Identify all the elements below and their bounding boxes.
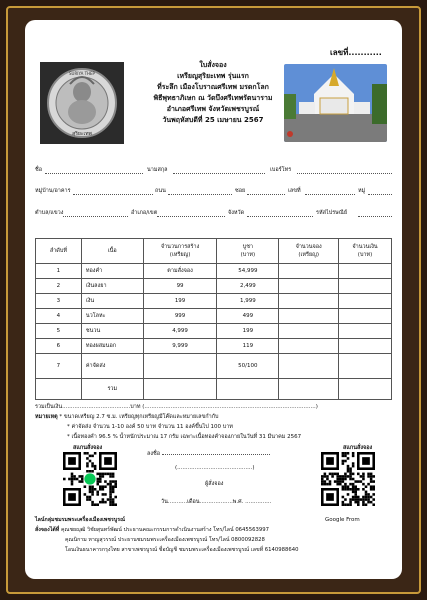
moo-field[interactable] xyxy=(368,187,392,195)
remark-label: หมายเหตุ xyxy=(35,414,58,420)
province-field[interactable] xyxy=(247,209,313,217)
title-line: ที่ระลึก เมืองโบราณศรีเทพ มรดกโลก xyxy=(157,83,269,91)
title-line: วันพฤหัสบดีที่ 25 เมษายน 2567 xyxy=(162,116,264,124)
col-header-quantity: จำนวนการสร้าง (เหรียญ) xyxy=(143,239,217,264)
village-field[interactable] xyxy=(73,187,153,195)
row-qty xyxy=(143,354,217,379)
phone-label: เบอร์โทร xyxy=(270,167,292,173)
subdistrict-field[interactable] xyxy=(63,209,128,217)
row-price: 199 xyxy=(217,324,279,339)
emblem-ring-text: SURIYA THEP xyxy=(69,71,95,76)
form-title-block xyxy=(123,60,303,126)
line-logo-icon xyxy=(84,473,95,484)
qr-code-svg xyxy=(321,452,375,506)
row-order-input[interactable] xyxy=(279,324,339,339)
moo-label: หมู่ xyxy=(358,188,366,194)
qr-code-svg xyxy=(63,452,117,506)
google-form-qr-code[interactable] xyxy=(321,452,375,506)
house-no-label: เลขที่ xyxy=(288,188,301,194)
province-label: จังหวัด xyxy=(228,210,245,216)
temple-photo-svg xyxy=(284,64,387,142)
row-price: 2,499 xyxy=(217,279,279,294)
row-no: 6 xyxy=(36,339,82,354)
row-amount-input[interactable] xyxy=(339,294,392,309)
row-qty: 4,999 xyxy=(143,324,217,339)
table-header-row xyxy=(36,239,392,264)
row-price: 119 xyxy=(217,339,279,354)
contact-label: สั่งจองได้ที่ xyxy=(35,527,60,533)
remark-row-1 xyxy=(35,412,395,422)
contact-2: คุณนิกาม หาญสุวรรณ์ ประธานชมรมพระเครื่องเมืองเพชรบูรณ์ โทร/ไลน์ 0800092828 xyxy=(65,537,265,543)
row-qty: 199 xyxy=(143,294,217,309)
soi-label: ซอย xyxy=(235,188,246,194)
signature-name-paren: (...........................................) xyxy=(175,465,255,471)
coin-emblem-svg xyxy=(40,62,124,144)
row-order-input[interactable] xyxy=(279,264,339,279)
total-order-input[interactable] xyxy=(279,379,339,400)
remark-text: * เนื้อทองคำ 96.5 % น้ำหนักประมาณ 17 กรัม เฉพาะเนื้อทองคำจองภายในวันที่ 31 มีนาคม 2567 xyxy=(67,434,302,440)
row-material: เงิน xyxy=(81,294,143,309)
surname-label: นามสกุล xyxy=(147,167,168,173)
row-qty: 999 xyxy=(143,309,217,324)
name-label: ชื่อ xyxy=(35,167,43,173)
table-row xyxy=(36,339,392,354)
contact-row-1 xyxy=(35,525,395,535)
order-table xyxy=(35,238,392,400)
bank-info: โอนเงินธนาคารกรุงไทย สาขาเพชรบูรณ์ ชื่อบัญชี ชมรมพระเครื่องเมืองเพชรบูรณ์ เลขที่ 6140988640 xyxy=(65,547,299,553)
row-order-input[interactable] xyxy=(279,279,339,294)
surname-field[interactable] xyxy=(173,166,265,174)
row-no: 1 xyxy=(36,264,82,279)
row-no: 5 xyxy=(36,324,82,339)
row-no: 2 xyxy=(36,279,82,294)
line-group-label: ไลน์กลุ่มชมรมพระเครื่องเมืองเพชรบูรณ์ xyxy=(35,517,125,523)
scan-left-label: สแกนสั่งจอง xyxy=(73,445,103,451)
house-no-field[interactable] xyxy=(305,187,355,195)
col-header-no: ลำดับที่ xyxy=(36,239,82,264)
table-row xyxy=(36,264,392,279)
total-amount-line: รวมเป็นเงิน.......................................บาท (..................................................................................................) xyxy=(35,404,318,410)
col-header-amount: จำนวนเงิน (บาท) xyxy=(339,239,392,264)
address-row xyxy=(35,187,392,197)
row-price: 1,999 xyxy=(217,294,279,309)
postcode-label: รหัสไปรษณีย์ xyxy=(316,210,348,216)
table-row xyxy=(36,324,392,339)
row-order-input[interactable] xyxy=(279,294,339,309)
row-qty: 9,999 xyxy=(143,339,217,354)
contact-1: คุณชยญุฒิ วิชัยสุนทร์พัฒน์ ประธานคณะกรรมการดำเนินงานสร้าง โทร/ไลน์ 0645563997 xyxy=(60,527,270,533)
row-order-input[interactable] xyxy=(279,339,339,354)
notes-section xyxy=(35,402,395,442)
coin-emblem-image xyxy=(40,62,124,144)
title-line: อำเภอศรีเทพ จังหวัดเพชรบูรณ์ xyxy=(166,105,260,113)
row-no: 3 xyxy=(36,294,82,309)
col-header-material: เนื้อ xyxy=(81,239,143,264)
district-label: อำเภอ/เขต xyxy=(131,210,158,216)
row-amount-input[interactable] xyxy=(339,279,392,294)
village-label: หมู่บ้าน/อาคาร xyxy=(35,188,71,194)
row-no: 4 xyxy=(36,309,82,324)
road-label: ถนน xyxy=(155,188,166,194)
remark-text: * ค่าจัดส่ง จำนวน 1-10 องค์ 50 บาท จำนวน 11 องค์ขึ้นไป 100 บาท xyxy=(67,424,233,430)
row-price: 499 xyxy=(217,309,279,324)
row-amount-input[interactable] xyxy=(339,354,392,379)
row-amount-input[interactable] xyxy=(339,339,392,354)
row-qty: 99 xyxy=(143,279,217,294)
phone-field[interactable] xyxy=(297,166,392,174)
date-line[interactable]: วัน...........เดือน...................พ.ศ. ............... xyxy=(161,499,272,505)
remark-text: * ขนาดเหรียญ 2.7 ซ.ม. เหรียญทุกเหรียญมีโค๊ดและหมายเลขกำกับ xyxy=(59,414,219,420)
table-row xyxy=(36,309,392,324)
total-label: รวม xyxy=(81,379,143,400)
row-price: 54,999 xyxy=(217,264,279,279)
order-form-paper xyxy=(25,20,402,579)
subdistrict-label: ตำบล/แขวง xyxy=(35,210,64,216)
document-number: เลขที่........... xyxy=(330,48,382,57)
scan-right-label: สแกนสั่งจอง xyxy=(343,445,373,451)
temple-photo xyxy=(284,64,387,142)
table-total-row xyxy=(36,379,392,400)
row-amount-input[interactable] xyxy=(339,309,392,324)
row-order-input[interactable] xyxy=(279,309,339,324)
name-row xyxy=(35,166,392,176)
signature-line[interactable] xyxy=(147,450,270,458)
row-material: นวโลหะ xyxy=(81,309,143,324)
soi-field[interactable] xyxy=(247,187,285,195)
title-line: พิธีพุทธาภิเษก ณ วัดบึงศรีเทพรัตนาราม xyxy=(153,94,273,102)
footer-section xyxy=(35,515,395,555)
row-material: เงินลงยา xyxy=(81,279,143,294)
row-no: 7 xyxy=(36,354,82,379)
row-material: ชนวน xyxy=(81,324,143,339)
row-amount-input[interactable] xyxy=(339,264,392,279)
emblem-bottom-text: สุริยะเทพ xyxy=(72,131,92,137)
name-field[interactable] xyxy=(45,166,143,174)
postcode-field[interactable] xyxy=(358,209,392,217)
table-row xyxy=(36,354,392,379)
row-price: 50/100 xyxy=(217,354,279,379)
row-amount-input[interactable] xyxy=(339,324,392,339)
district-field[interactable] xyxy=(157,209,225,217)
title-line: ใบสั่งจอง xyxy=(199,61,227,69)
total-amount-input[interactable] xyxy=(339,379,392,400)
row-material: ทองคำ xyxy=(81,264,143,279)
orderer-label: ผู้สั่งจอง xyxy=(205,481,224,487)
title-line: เหรียญสุริยะเทพ รุ่นแรก xyxy=(177,72,249,80)
col-header-order-qty: จำนวนจอง (เหรียญ) xyxy=(279,239,339,264)
google-form-label: Google From xyxy=(325,517,360,523)
row-material: ค่าจัดส่ง xyxy=(81,354,143,379)
row-order-input[interactable] xyxy=(279,354,339,379)
road-field[interactable] xyxy=(168,187,232,195)
row-material: ทองผสมนอก xyxy=(81,339,143,354)
region-row xyxy=(35,209,392,219)
table-row xyxy=(36,294,392,309)
line-qr-code[interactable] xyxy=(63,452,117,506)
table-row xyxy=(36,279,392,294)
col-header-price: บูชา (บาท) xyxy=(217,239,279,264)
signature-label: ลงชื่อ xyxy=(147,451,161,457)
row-qty: ตามสั่งจอง xyxy=(143,264,217,279)
